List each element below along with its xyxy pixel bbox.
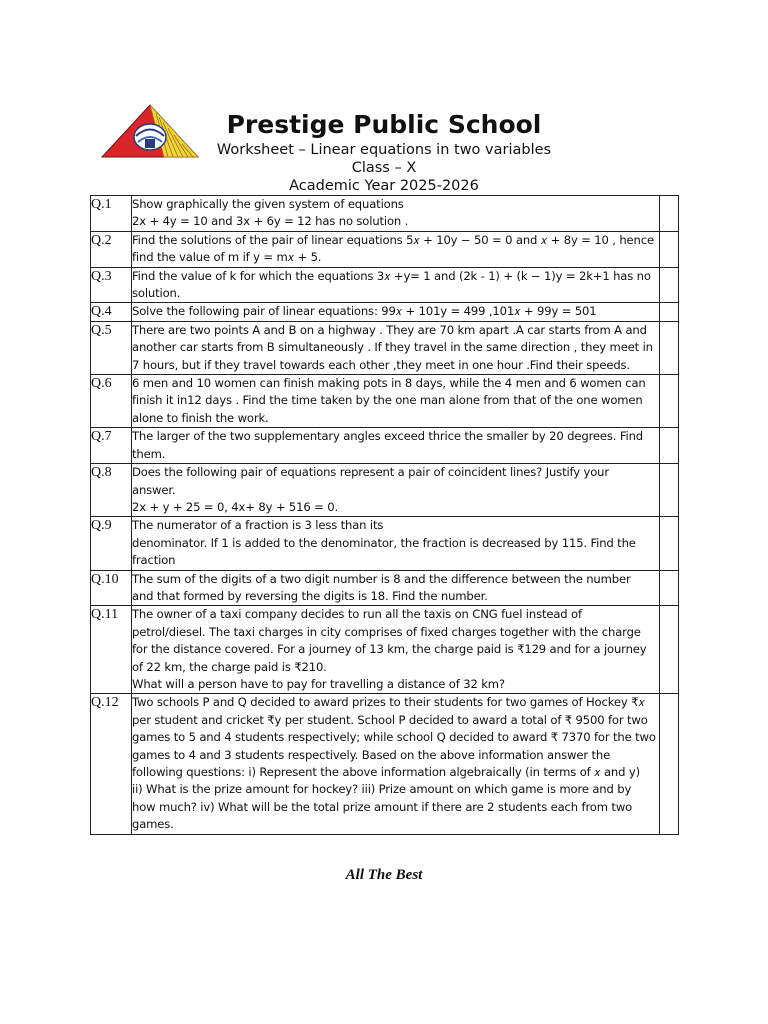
question-number: Q.10 bbox=[91, 570, 132, 606]
marks-cell bbox=[660, 303, 679, 321]
question-row bbox=[91, 606, 679, 694]
question-row bbox=[91, 231, 679, 267]
question-number: Q.1 bbox=[91, 196, 132, 232]
question-text: There are two points A and B on a highway . They are 70 km apart .A car starts from A and another car starts from B simultaneously . If they travel in the same direction , they meet in 7 hours, but if they travel towards each other ,they meet in one hour .Find their speeds. bbox=[132, 321, 660, 374]
marks-cell bbox=[660, 464, 679, 517]
marks-cell bbox=[660, 321, 679, 374]
question-text: Find the solutions of the pair of linear equations 5𝑥 + 10y − 50 = 0 and 𝑥 + 8y = 10 , hence find the value of m if y = m𝑥 + 5. bbox=[132, 231, 660, 267]
question-row bbox=[91, 375, 679, 428]
question-text: The numerator of a fraction is 3 less than its denominator. If 1 is added to the denominator, the fraction is decreased by 115. Find the fraction bbox=[132, 517, 660, 570]
marks-cell bbox=[660, 428, 679, 464]
question-text: Two schools P and Q decided to award prizes to their students for two games of Hockey ₹𝑥 per student and cricket ₹y per student. School P decided to award a total of ₹ 9500 for two games to 5 and 4 students respectively; while school Q decided to award ₹ 7370 for the two games to 4 and 3 students respectively. Based on the above information answer the following questions: i) Represent the above information algebraically (in terms of 𝑥 and y) ii) What is the prize amount for hockey? iii) Prize amount on which game is more and by how much? iv) What will be the total prize amount if there are 2 students each from two games. bbox=[132, 694, 660, 834]
academic-year: Academic Year 2025-2026 bbox=[289, 178, 479, 194]
question-row bbox=[91, 694, 679, 834]
worksheet-title: Worksheet – Linear equations in two variables bbox=[216, 142, 552, 158]
question-row bbox=[91, 303, 679, 321]
question-number: Q.6 bbox=[91, 375, 132, 428]
questions-table bbox=[90, 195, 679, 835]
marks-cell bbox=[660, 694, 679, 834]
marks-cell bbox=[660, 375, 679, 428]
question-number: Q.9 bbox=[91, 517, 132, 570]
question-text: Does the following pair of equations represent a pair of coincident lines? Justify your answer. 2x + y + 25 = 0, 4x+ 8y + 516 = 0. bbox=[132, 464, 660, 517]
question-number: Q.2 bbox=[91, 231, 132, 267]
question-row bbox=[91, 428, 679, 464]
marks-cell bbox=[660, 231, 679, 267]
question-row bbox=[91, 321, 679, 374]
class-line: Class – X bbox=[351, 160, 417, 176]
question-text: The larger of the two supplementary angles exceed thrice the smaller by 20 degrees. Find them. bbox=[132, 428, 660, 464]
marks-cell bbox=[660, 570, 679, 606]
school-name: Prestige Public School bbox=[226, 110, 542, 139]
question-number: Q.5 bbox=[91, 321, 132, 374]
marks-cell bbox=[660, 606, 679, 694]
question-row bbox=[91, 517, 679, 570]
marks-cell bbox=[660, 196, 679, 232]
question-text: 6 men and 10 women can finish making pots in 8 days, while the 4 men and 6 women can finish it in12 days . Find the time taken by the one man alone from that of the one women alone to finish the work. bbox=[132, 375, 660, 428]
question-text: The owner of a taxi company decides to run all the taxis on CNG fuel instead of petrol/diesel. The taxi charges in city comprises of fixed charges together with the charge for the distance covered. For a journey of 13 km, the charge paid is ₹129 and for a journey of 22 km, the charge paid is ₹210. What will a person have to pay for travelling a distance of 32 km? bbox=[132, 606, 660, 694]
question-row bbox=[91, 570, 679, 606]
closing-message: All The Best bbox=[345, 867, 423, 883]
marks-cell bbox=[660, 267, 679, 303]
question-text: Show graphically the given system of equations 2x + 4y = 10 and 3x + 6y = 12 has no solution . bbox=[132, 196, 660, 232]
question-number: Q.11 bbox=[91, 606, 132, 694]
question-number: Q.4 bbox=[91, 303, 132, 321]
question-number: Q.8 bbox=[91, 464, 132, 517]
question-row bbox=[91, 464, 679, 517]
question-row bbox=[91, 196, 679, 232]
question-number: Q.3 bbox=[91, 267, 132, 303]
question-number: Q.12 bbox=[91, 694, 132, 834]
question-text: The sum of the digits of a two digit number is 8 and the difference between the number and that formed by reversing the digits is 18. Find the number. bbox=[132, 570, 660, 606]
question-text: Solve the following pair of linear equations: 99𝑥 + 101y = 499 ,101𝑥 + 99y = 501 bbox=[132, 303, 660, 321]
question-number: Q.7 bbox=[91, 428, 132, 464]
question-row bbox=[91, 267, 679, 303]
marks-cell bbox=[660, 517, 679, 570]
question-text: Find the value of k for which the equations 3𝑥 +y= 1 and (2k - 1) + (k − 1)y = 2k+1 has no solution. bbox=[132, 267, 660, 303]
